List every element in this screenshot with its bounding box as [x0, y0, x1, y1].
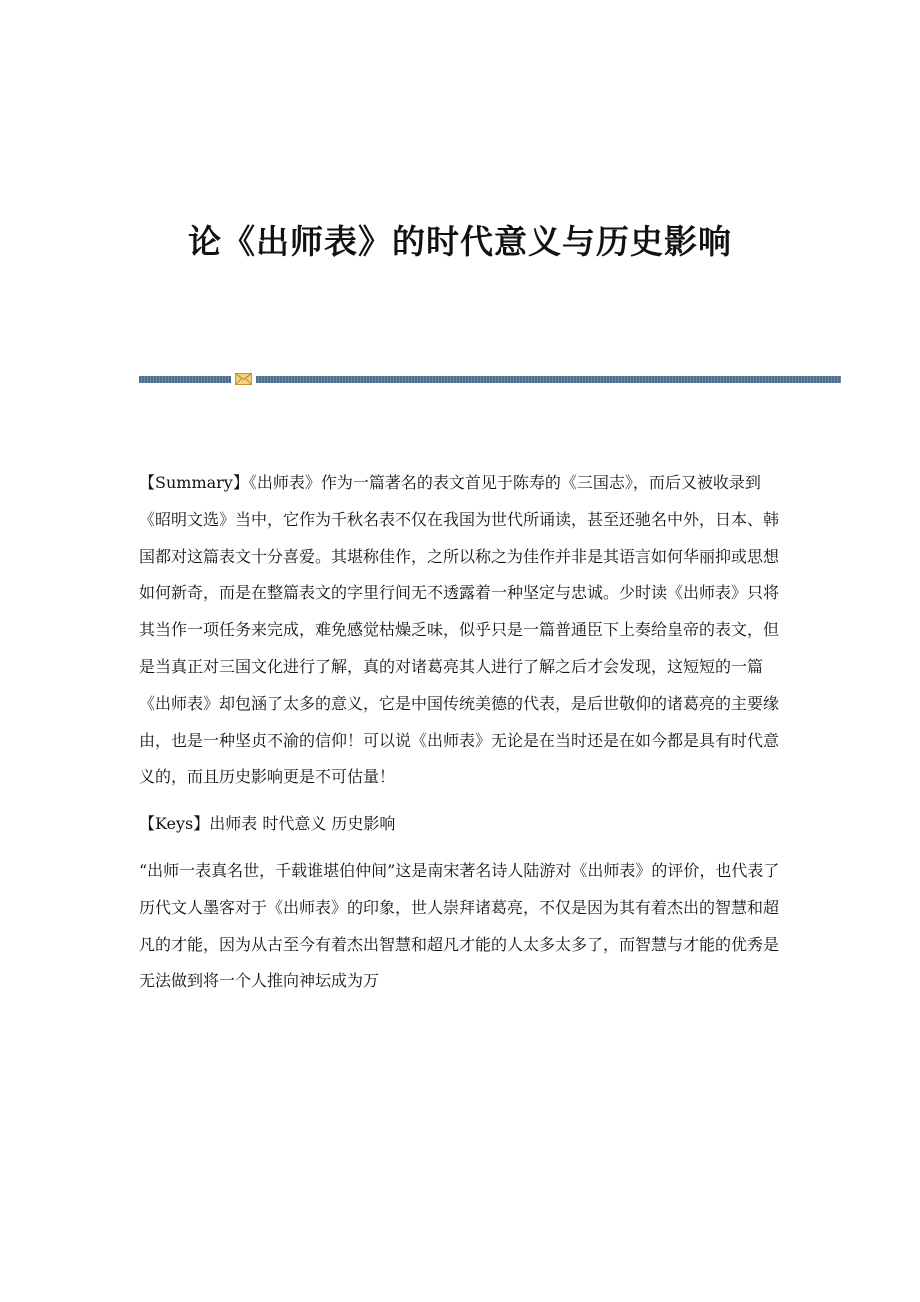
title-divider	[139, 373, 841, 385]
envelope-icon	[235, 373, 252, 385]
divider-bar-left	[139, 376, 231, 383]
summary-text: 《出师表》作为一篇著名的表文首见于陈寿的《三国志》，而后又被收录到《昭明文选》当中，它作为千秋名表不仅在我国为世代所诵读，甚至还驰名中外，日本、韩国都对这篇表文十分喜爱。其堪称佳作，之所以称之为佳作并非是其语言如何华丽抑或思想如何新奇，而是在整篇表文的字里行间无不透露着一种坚定与忠诚。少时读《出师表》只将其当作一项任务来完成，难免感觉枯燥乏味，似乎只是一篇普通臣下上奏给皇帝的表文，但是当真正对三国文化进行了解，真的对诸葛亮其人进行了解之后才会发现，这短短的一篇《出师表》却包涵了太多的意义，它是中国传统美德的代表，是后世敬仰的诸葛亮的主要缘由，也是一种坚贞不渝的信仰！可以说《出师表》无论是在当时还是在如今都是具有时代意义的，而且历史影响更是不可估量！	[139, 473, 780, 787]
document-title: 论《出师表》的时代意义与历史影响	[188, 222, 732, 261]
keys-text: 出师表 时代意义 历史影响	[209, 814, 396, 834]
keys-paragraph	[139, 806, 784, 843]
document-body	[139, 465, 784, 1000]
keys-label: 【Keys】	[139, 814, 210, 834]
summary-label: 【Summary】	[139, 473, 249, 492]
divider-bar-right	[256, 376, 841, 383]
body-paragraph: “出师一表真名世，千载谁堪伯仲间”这是南宋著名诗人陆游对《出师表》的评价，也代表了历代文人墨客对于《出师表》的印象，世人崇拜诸葛亮，不仅是因为其有着杰出的智慧和超凡的才能，因为从古至今有着杰出智慧和超凡才能的人太多太多了，而智慧与才能的优秀是无法做到将一个人推向神坛成为万	[139, 860, 780, 991]
summary-paragraph	[139, 465, 784, 796]
